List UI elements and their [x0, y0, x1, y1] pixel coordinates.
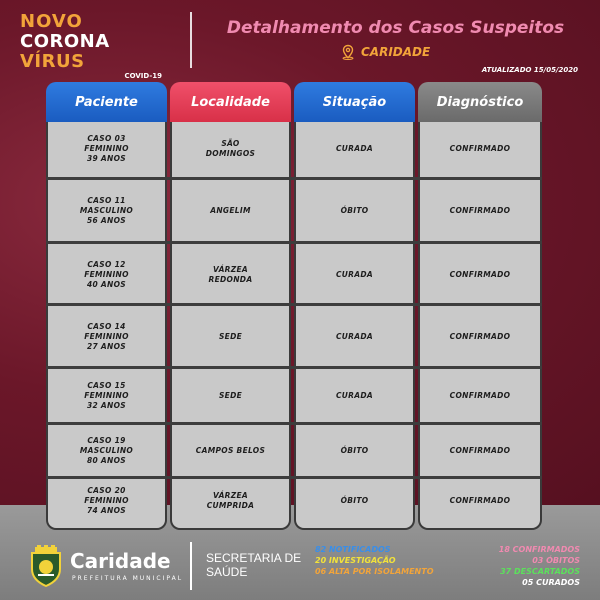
column-situacao	[294, 82, 415, 122]
cell-situacao: ÓBITO	[340, 446, 369, 455]
secretaria-line2: SAÚDE	[206, 565, 248, 579]
column-header: Situação	[294, 82, 415, 122]
cell-situacao: ÓBITO	[340, 206, 369, 215]
secretaria-label	[206, 551, 301, 579]
cell-paciente: CASO 15 FEMININO 32 ANOS	[84, 381, 129, 410]
cell-diagnostico: CONFIRMADO	[449, 144, 511, 153]
cell-localidade: CAMPOS BELOS	[195, 446, 266, 455]
column-localidade	[170, 82, 291, 122]
prefeitura-crest-icon	[28, 545, 64, 587]
page-title: Detalhamento dos Casos Suspeitos	[226, 18, 565, 38]
cases-table	[46, 120, 542, 530]
cell-diagnostico: CONFIRMADO	[449, 446, 511, 455]
table-row	[46, 182, 542, 240]
cell-localidade: VÁRZEA CUMPRIDA	[206, 491, 255, 510]
prefeitura-subtitle: PREFEITURA MUNICIPAL	[72, 575, 184, 582]
stat-confirmados: 18 CONFIRMADOS	[498, 545, 580, 554]
cell-paciente: CASO 19 MASCULINO 80 ANOS	[79, 436, 134, 465]
stat-investigacao: 20 INVESTIGAÇÃO	[315, 556, 396, 565]
city-name: CARIDADE	[361, 45, 431, 59]
cell-diagnostico: CONFIRMADO	[449, 206, 511, 215]
stats-right	[499, 544, 580, 588]
cell-diagnostico: CONFIRMADO	[449, 391, 511, 400]
brand-line1: NOVO	[20, 11, 83, 32]
cell-paciente: CASO 20 FEMININO 74 ANOS	[84, 486, 129, 515]
column-header: Diagnóstico	[418, 82, 542, 122]
cell-paciente: CASO 14 FEMININO 27 ANOS	[84, 322, 129, 351]
column-header: Localidade	[170, 82, 291, 122]
location-pin-icon	[340, 44, 356, 60]
column-diagnostico	[418, 82, 542, 122]
prefeitura-name: Caridade	[70, 549, 171, 573]
stats-left	[315, 544, 434, 577]
cell-diagnostico: CONFIRMADO	[449, 496, 511, 505]
stat-curados: 05 CURADOS	[522, 578, 580, 587]
table-row	[46, 308, 542, 366]
city-label	[340, 44, 430, 60]
updated-date: ATUALIZADO 15/05/2020	[481, 66, 578, 74]
brand-virus: VÍRUS	[20, 51, 85, 72]
brand-line2	[20, 32, 170, 72]
table-row	[46, 472, 542, 530]
cell-situacao: CURADA	[335, 144, 373, 153]
cell-localidade: SEDE	[218, 332, 243, 341]
cell-paciente: CASO 03 FEMININO 39 ANOS	[84, 134, 129, 163]
brand-logo	[20, 12, 170, 80]
cell-paciente: CASO 12 FEMININO 40 ANOS	[84, 260, 129, 289]
stat-alta: 06 ALTA POR ISOLAMENTO	[315, 567, 434, 576]
cell-diagnostico: CONFIRMADO	[449, 332, 511, 341]
stat-notificados: 82 NOTIFICADOS	[315, 545, 391, 554]
header-divider	[190, 12, 192, 68]
cell-situacao: CURADA	[335, 391, 373, 400]
stat-descartados: 37 DESCARTADOS	[500, 567, 580, 576]
table-row	[46, 367, 542, 425]
cell-localidade: SÃO DOMINGOS	[205, 139, 256, 158]
table-row	[46, 246, 542, 304]
cell-situacao: CURADA	[335, 332, 373, 341]
brand-covid: COVID-19	[124, 72, 162, 80]
cell-situacao: ÓBITO	[340, 496, 369, 505]
cell-paciente: CASO 11 MASCULINO 56 ANOS	[79, 196, 134, 225]
column-header: Paciente	[46, 82, 167, 122]
cell-localidade: ANGELIM	[210, 206, 251, 215]
stat-obitos: 03 ÓBITOS	[532, 556, 580, 565]
column-paciente	[46, 82, 167, 122]
secretaria-line1: SECRETARIA DE	[206, 551, 302, 565]
cell-localidade: VÁRZEA REDONDA	[208, 265, 253, 284]
table-row	[46, 120, 542, 178]
footer-divider	[190, 542, 192, 590]
cell-situacao: CURADA	[335, 270, 373, 279]
brand-corona: CORONA	[20, 31, 110, 52]
cell-localidade: SEDE	[218, 391, 243, 400]
cell-diagnostico: CONFIRMADO	[449, 270, 511, 279]
